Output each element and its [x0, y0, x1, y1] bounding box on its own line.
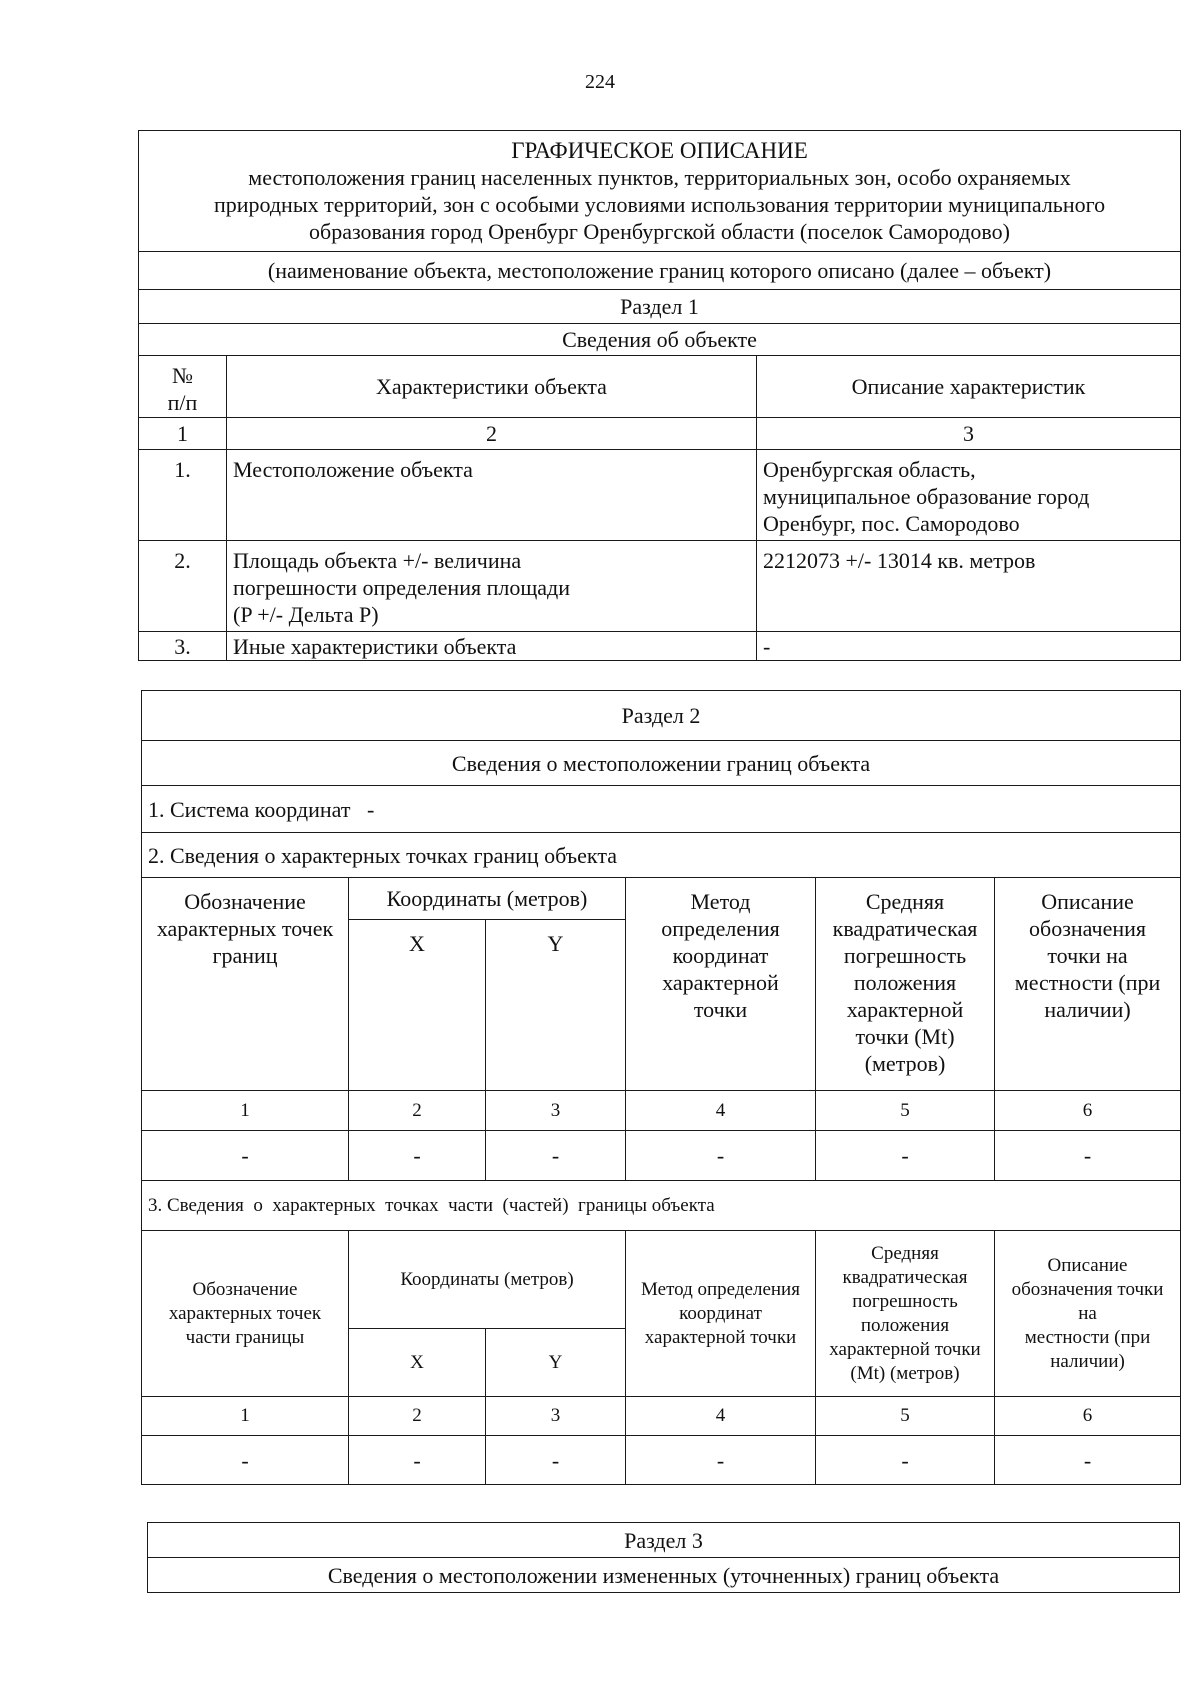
s1-row1-num: 1.	[139, 450, 227, 541]
parts-colnum-4: 4	[626, 1397, 816, 1436]
points-colnum-3: 3	[486, 1091, 626, 1131]
section2-subtitle: Сведения о местоположении границ объекта	[142, 741, 1181, 786]
points-title: 2. Сведения о характерных точках границ объекта	[142, 833, 1181, 878]
parts-cell-2: -	[349, 1436, 486, 1485]
points-header-description: Описание обозначения точки на местности (при наличии)	[995, 878, 1181, 1091]
points-header-designation: Обозначение характерных точек границ	[142, 878, 349, 1091]
document-title: ГРАФИЧЕСКОЕ ОПИСАНИЕ	[511, 138, 808, 163]
section2-title: Раздел 2	[142, 691, 1181, 741]
points-colnum-5: 5	[816, 1091, 995, 1131]
document-header	[139, 131, 1181, 252]
s1-colnum-3: 3	[757, 418, 1181, 450]
table-row	[139, 541, 1181, 632]
points-colnum-1: 1	[142, 1091, 349, 1131]
section2-table	[141, 690, 1181, 1485]
document-subtitle-line-2: природных территорий, зон с особыми условиями использования территории муниципального	[213, 192, 1106, 217]
parts-header-description: Описание обозначения точки на местности (при наличии)	[995, 1231, 1181, 1397]
table-row	[139, 632, 1181, 661]
s1-row2-num: 2.	[139, 541, 227, 632]
parts-header-error: Средняя квадратическая погрешность положения характерной точки (Mt) (метров)	[816, 1231, 995, 1397]
s1-row2-name: Площадь объекта +/- величина погрешности определения площади (P +/- Дельта P)	[227, 541, 757, 632]
parts-colnum-3: 3	[486, 1397, 626, 1436]
parts-colnum-1: 1	[142, 1397, 349, 1436]
section3-subtitle: Сведения о местоположении измененных (уточненных) границ объекта	[148, 1558, 1180, 1593]
parts-header-x: X	[349, 1329, 486, 1397]
section1-table	[138, 130, 1181, 661]
points-colnum-2: 2	[349, 1091, 486, 1131]
points-header-y: Y	[486, 920, 626, 1091]
page-number: 224	[585, 71, 615, 93]
s1-row1-value: Оренбургская область, муниципальное образование город Оренбург, пос. Самородово	[757, 450, 1181, 541]
s1-header-num: № п/п	[139, 356, 227, 418]
document-subtitle-line-1: местоположения границ населенных пунктов, территориальных зон, особо охраняемых	[248, 165, 1071, 190]
points-cell-1: -	[142, 1131, 349, 1181]
parts-cell-6: -	[995, 1436, 1181, 1485]
points-cell-2: -	[349, 1131, 486, 1181]
points-header-error: Средняя квадратическая погрешность положения характерной точки (Mt) (метров)	[816, 878, 995, 1091]
s1-row3-value: -	[757, 632, 1181, 661]
parts-cell-4: -	[626, 1436, 816, 1485]
parts-cell-1: -	[142, 1436, 349, 1485]
s1-row1-name: Местоположение объекта	[227, 450, 757, 541]
table-row	[139, 450, 1181, 541]
parts-header-designation: Обозначение характерных точек части границы	[142, 1231, 349, 1397]
points-header-coords: Координаты (метров)	[349, 878, 626, 920]
s1-row3-num: 3.	[139, 632, 227, 661]
table-row	[142, 1436, 1181, 1485]
section1-title: Раздел 1	[139, 290, 1181, 324]
points-cell-4: -	[626, 1131, 816, 1181]
parts-cell-5: -	[816, 1436, 995, 1485]
parts-header-coords: Координаты (метров)	[349, 1231, 626, 1329]
s1-header-description: Описание характеристик	[757, 356, 1181, 418]
parts-header-method: Метод определения координат характерной точки	[626, 1231, 816, 1397]
points-colnum-4: 4	[626, 1091, 816, 1131]
parts-colnum-6: 6	[995, 1397, 1181, 1436]
s1-row3-name: Иные характеристики объекта	[227, 632, 757, 661]
section3-table	[147, 1522, 1180, 1593]
points-header-method: Метод определения координат характерной точки	[626, 878, 816, 1091]
coordinate-system: 1. Система координат -	[142, 786, 1181, 833]
s1-header-characteristics: Характеристики объекта	[227, 356, 757, 418]
points-cell-6: -	[995, 1131, 1181, 1181]
section1-subtitle: Сведения об объекте	[139, 324, 1181, 356]
points-header-x: X	[349, 920, 486, 1091]
points-cell-3: -	[486, 1131, 626, 1181]
s1-colnum-2: 2	[227, 418, 757, 450]
s1-colnum-1: 1	[139, 418, 227, 450]
section3-title: Раздел 3	[148, 1523, 1180, 1558]
table-row	[142, 1131, 1181, 1181]
parts-colnum-2: 2	[349, 1397, 486, 1436]
document-subtitle-line-3: образования город Оренбург Оренбургской области (поселок Самородово)	[309, 219, 1010, 244]
parts-cell-3: -	[486, 1436, 626, 1485]
parts-header-y: Y	[486, 1329, 626, 1397]
points-cell-5: -	[816, 1131, 995, 1181]
points-colnum-6: 6	[995, 1091, 1181, 1131]
s1-row2-value: 2212073 +/- 13014 кв. метров	[757, 541, 1181, 632]
parts-colnum-5: 5	[816, 1397, 995, 1436]
parts-title: 3. Сведения о характерных точках части (частей) границы объекта	[142, 1181, 1181, 1231]
object-note: (наименование объекта, местоположение границ которого описано (далее – объект)	[139, 252, 1181, 290]
